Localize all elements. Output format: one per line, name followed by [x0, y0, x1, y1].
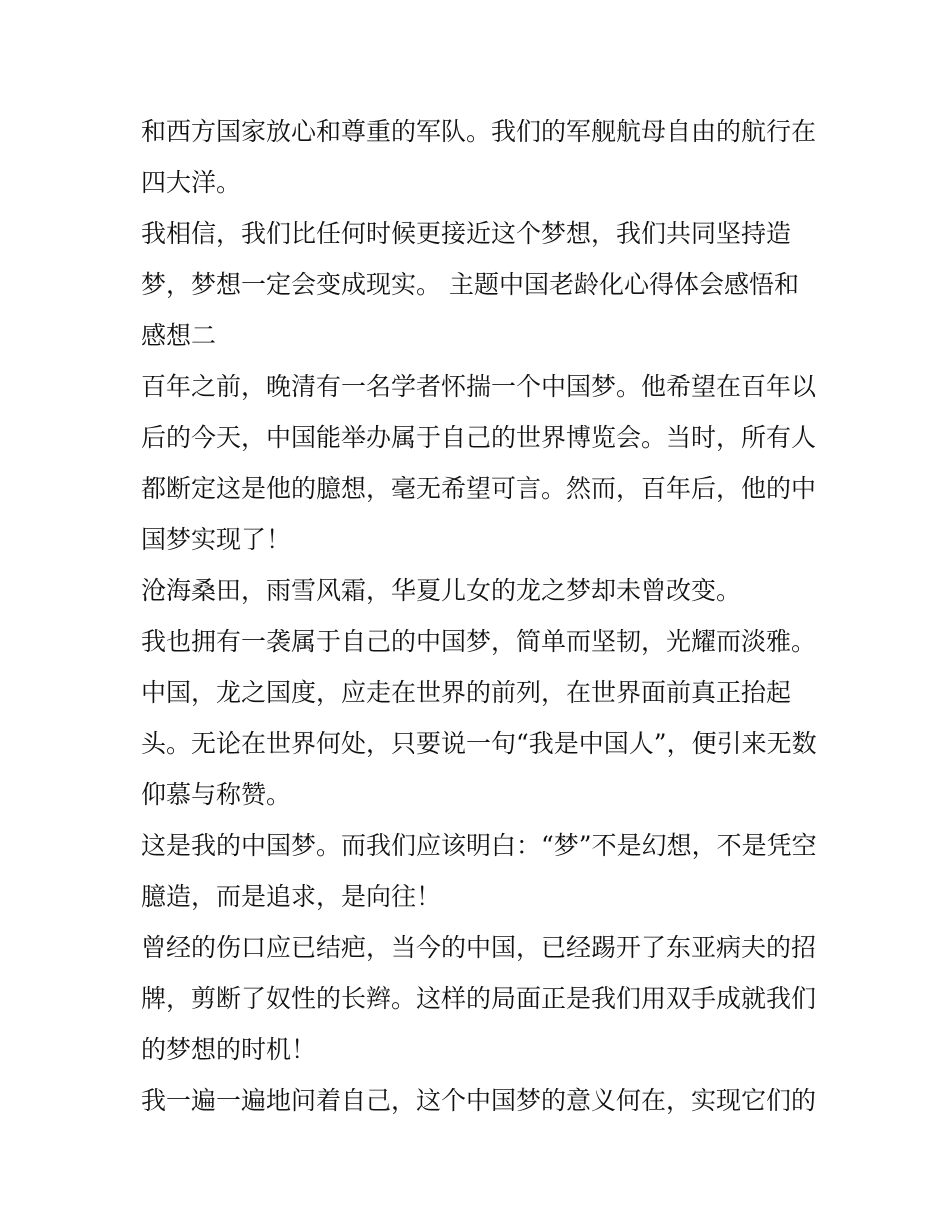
text-line: 百年之前，晚清有一名学者怀揣一个中国梦。他希望在百年以 — [141, 372, 817, 401]
text-line: 和西方国家放心和尊重的军队。我们的军舰航母自由的航行在 — [141, 117, 817, 146]
text-line: 都断定这是他的臆想，毫无希望可言。然而，百年后，他的中 — [141, 474, 817, 503]
text-line: 这是我的中国梦。而我们应该明白：“梦”不是幻想，不是凭空 — [141, 831, 817, 860]
text-line: 感想二 — [141, 321, 217, 350]
text-line: 牌，剪断了奴性的长辫。这样的局面正是我们用双手成就我们 — [141, 984, 817, 1013]
text-line: 国梦实现了！ — [141, 525, 292, 554]
text-line: 头。无论在世界何处，只要说一句“我是中国人”，便引来无数 — [141, 729, 817, 758]
text-line: 我一遍一遍地问着自己，这个中国梦的意义何在，实现它们的 — [141, 1086, 817, 1115]
text-line: 中国，龙之国度，应走在世界的前列，在世界面前真正抬起 — [141, 678, 792, 707]
text-line: 四大洋。 — [141, 168, 242, 197]
text-line: 梦，梦想一定会变成现实。 主题中国老龄化心得体会感悟和 — [141, 270, 799, 299]
text-line: 曾经的伤口应已结疤，当今的中国，已经踢开了东亚病夫的招 — [141, 933, 817, 962]
text-line: 我相信，我们比任何时候更接近这个梦想，我们共同坚持造 — [141, 219, 792, 248]
text-line: 我也拥有一袭属于自己的中国梦，简单而坚韧，光耀而淡雅。 — [141, 627, 817, 656]
text-line: 仰慕与称赞。 — [141, 780, 292, 809]
text-line: 后的今天，中国能举办属于自己的世界博览会。当时，所有人 — [141, 423, 817, 452]
body-text — [141, 106, 821, 1126]
text-line: 的梦想的时机！ — [141, 1035, 317, 1064]
text-line: 臆造，而是追求，是向往！ — [141, 882, 442, 911]
text-line: 沧海桑田，雨雪风霜，华夏儿女的龙之梦却未曾改变。 — [141, 576, 742, 605]
